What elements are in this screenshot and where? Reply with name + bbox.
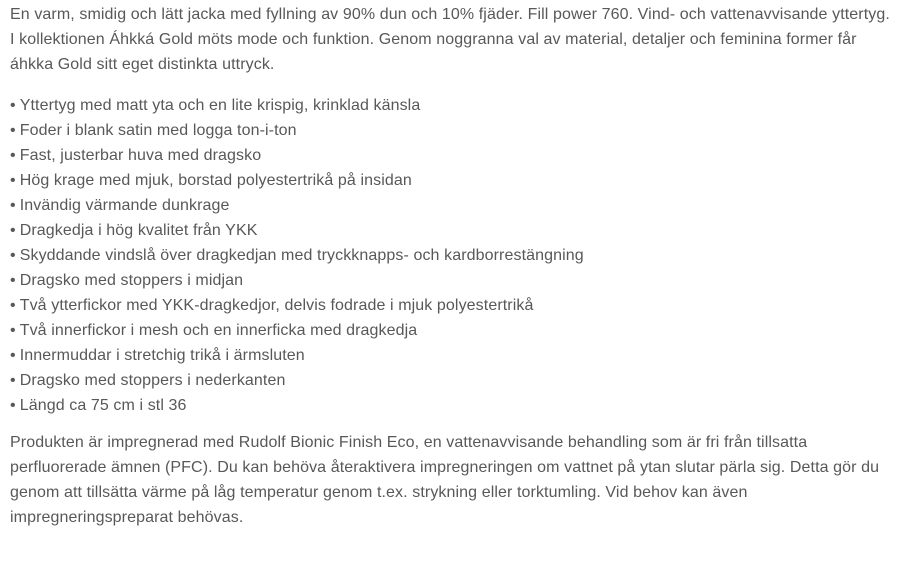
feature-item-text: Två ytterfickor med YKK-dragkedjor, delvis fodrade i mjuk polyestertrikå (19, 297, 534, 314)
feature-item (10, 243, 890, 268)
bullet-icon: • (10, 272, 16, 289)
feature-item (10, 193, 890, 218)
feature-item-text: Skyddande vindslå över dragkedjan med tryckknapps- och kardborrestängning (19, 247, 584, 264)
feature-item-text: Dragkedja i hög kvalitet från YKK (19, 222, 258, 239)
feature-item-text: Längd ca 75 cm i stl 36 (19, 397, 187, 414)
bullet-icon: • (10, 247, 16, 264)
feature-item-text: Yttertyg med matt yta och en lite krispig, krinklad känsla (19, 97, 421, 114)
feature-item (10, 118, 890, 143)
feature-list (10, 93, 890, 418)
feature-item-text: Innermuddar i stretchig trikå i ärmsluten (19, 347, 305, 364)
feature-item (10, 393, 890, 418)
feature-item (10, 268, 890, 293)
feature-item (10, 93, 890, 118)
bullet-icon: • (10, 322, 16, 339)
feature-item (10, 218, 890, 243)
bullet-icon: • (10, 147, 16, 164)
feature-item (10, 168, 890, 193)
feature-item (10, 343, 890, 368)
feature-item-text: Hög krage med mjuk, borstad polyestertrikå på insidan (19, 172, 412, 189)
bullet-icon: • (10, 197, 16, 214)
feature-item (10, 318, 890, 343)
feature-item (10, 368, 890, 393)
feature-item-text: Foder i blank satin med logga ton-i-ton (19, 122, 297, 139)
collection-paragraph: I kollektionen Áhkká Gold möts mode och funktion. Genom noggranna val av material, detaljer och feminina former får áhkka Gold sitt eget distinkta uttryck. (10, 31, 857, 73)
bullet-icon: • (10, 172, 16, 189)
feature-item-text: Invändig värmande dunkrage (19, 197, 230, 214)
feature-item (10, 143, 890, 168)
bullet-icon: • (10, 97, 16, 114)
bullet-icon: • (10, 347, 16, 364)
feature-item (10, 293, 890, 318)
bullet-icon: • (10, 297, 16, 314)
bullet-icon: • (10, 372, 16, 389)
feature-item-text: Dragsko med stoppers i midjan (19, 272, 244, 289)
feature-item-text: Två innerfickor i mesh och en innerficka med dragkedja (19, 322, 418, 339)
bullet-icon: • (10, 122, 16, 139)
care-paragraph: Produkten är impregnerad med Rudolf Bionic Finish Eco, en vattenavvisande behandling som är fri från tillsatta perfluorerade ämnen (PFC). Du kan behöva återaktivera impregneringen om vattnet på ytan slutar pärla sig. Detta gör du genom att tillsätta värme på låg temperatur genom t.ex. strykning eller torktumling. Vid behov kan även impregneringspreparat behövas. (10, 434, 880, 526)
bullet-icon: • (10, 222, 16, 239)
feature-item-text: Dragsko med stoppers i nederkanten (19, 372, 286, 389)
intro-paragraph: En varm, smidig och lätt jacka med fyllning av 90% dun och 10% fjäder. Fill power 760. Vind- och vattenavvisande yttertyg. (10, 6, 890, 23)
feature-item-text: Fast, justerbar huva med dragsko (19, 147, 262, 164)
bullet-icon: • (10, 397, 16, 414)
